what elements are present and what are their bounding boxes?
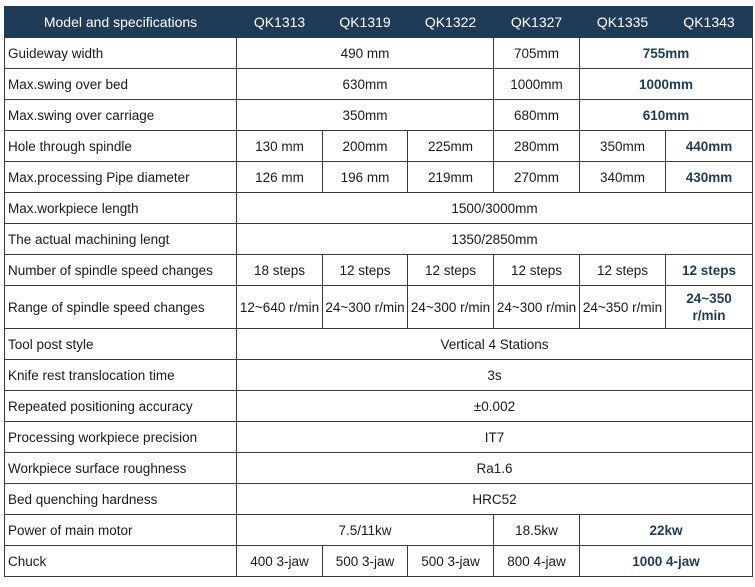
cell-value: 610mm [580,100,753,131]
table-row [5,484,753,515]
cell-value: 196 mm [323,162,408,193]
cell-value: 1350/2850mm [237,224,753,255]
cell-value: 1000mm [580,69,753,100]
row-label: Max.swing over carriage [5,100,237,131]
cell-value: 200mm [323,131,408,162]
cell-value: 1000 4-jaw [580,546,753,577]
cell-value: 1000mm [494,69,580,100]
row-label: The actual machining lengt [5,224,237,255]
specifications-table [4,6,753,577]
cell-value: 630mm [237,69,494,100]
cell-value: ±0.002 [237,391,753,422]
table-row [5,329,753,360]
table-row [5,100,753,131]
header-model: QK1327 [494,7,580,38]
header-model: QK1335 [580,7,666,38]
row-label: Max.swing over bed [5,69,237,100]
cell-value: 705mm [494,38,580,69]
table-row [5,38,753,69]
table-row [5,193,753,224]
cell-value: Ra1.6 [237,453,753,484]
row-label: Max.workpiece length [5,193,237,224]
header-row [5,7,753,38]
cell-value: 24~300 r/min [494,286,580,329]
row-label: Guideway width [5,38,237,69]
table-row [5,360,753,391]
cell-value: 12 steps [580,255,666,286]
table-row [5,546,753,577]
row-label: Workpiece surface roughness [5,453,237,484]
cell-value: 800 4-jaw [494,546,580,577]
table-row [5,162,753,193]
row-label: Chuck [5,546,237,577]
row-label: Bed quenching hardness [5,484,237,515]
cell-value: 225mm [408,131,494,162]
row-label: Repeated positioning accuracy [5,391,237,422]
cell-value: 22kw [580,515,753,546]
row-label: Processing workpiece precision [5,422,237,453]
row-label: Max.processing Pipe diameter [5,162,237,193]
cell-value: 490 mm [237,38,494,69]
row-label: Number of spindle speed changes [5,255,237,286]
table-row [5,515,753,546]
cell-value: 755mm [580,38,753,69]
cell-value: HRC52 [237,484,753,515]
row-label: Range of spindle speed changes [5,286,237,329]
cell-value: 280mm [494,131,580,162]
cell-value: 24~300 r/min [323,286,408,329]
cell-value: 130 mm [237,131,323,162]
cell-value: 3s [237,360,753,391]
header-model: QK1343 [666,7,753,38]
cell-value: 18 steps [237,255,323,286]
table-row [5,69,753,100]
cell-value: 12 steps [408,255,494,286]
cell-value: 340mm [580,162,666,193]
cell-value: 680mm [494,100,580,131]
cell-value: 18.5kw [494,515,580,546]
table-row [5,453,753,484]
cell-value: 12 steps [323,255,408,286]
row-label: Power of main motor [5,515,237,546]
table-row [5,286,753,329]
cell-value: 440mm [666,131,753,162]
row-label: Knife rest translocation time [5,360,237,391]
cell-value: 430mm [666,162,753,193]
cell-value: 24~350 r/min [580,286,666,329]
header-spec-label: Model and specifications [5,7,237,38]
cell-value: 1500/3000mm [237,193,753,224]
cell-value: 270mm [494,162,580,193]
cell-value: 126 mm [237,162,323,193]
table-row [5,255,753,286]
row-label: Hole through spindle [5,131,237,162]
cell-value: 12 steps [494,255,580,286]
cell-value: 350mm [580,131,666,162]
cell-value: 24~300 r/min [408,286,494,329]
table-row [5,422,753,453]
table-row [5,224,753,255]
table-row [5,391,753,422]
table-row [5,131,753,162]
cell-value: 24~350 r/min [666,286,753,329]
cell-value: 500 3-jaw [323,546,408,577]
cell-value: 500 3-jaw [408,546,494,577]
cell-value: 7.5/11kw [237,515,494,546]
cell-value: Vertical 4 Stations [237,329,753,360]
header-model: QK1319 [323,7,408,38]
cell-value: IT7 [237,422,753,453]
row-label: Tool post style [5,329,237,360]
cell-value: 350mm [237,100,494,131]
cell-value: 219mm [408,162,494,193]
cell-value: 400 3-jaw [237,546,323,577]
header-model: QK1313 [237,7,323,38]
cell-value: 12 steps [666,255,753,286]
header-model: QK1322 [408,7,494,38]
cell-value: 12~640 r/min [237,286,323,329]
